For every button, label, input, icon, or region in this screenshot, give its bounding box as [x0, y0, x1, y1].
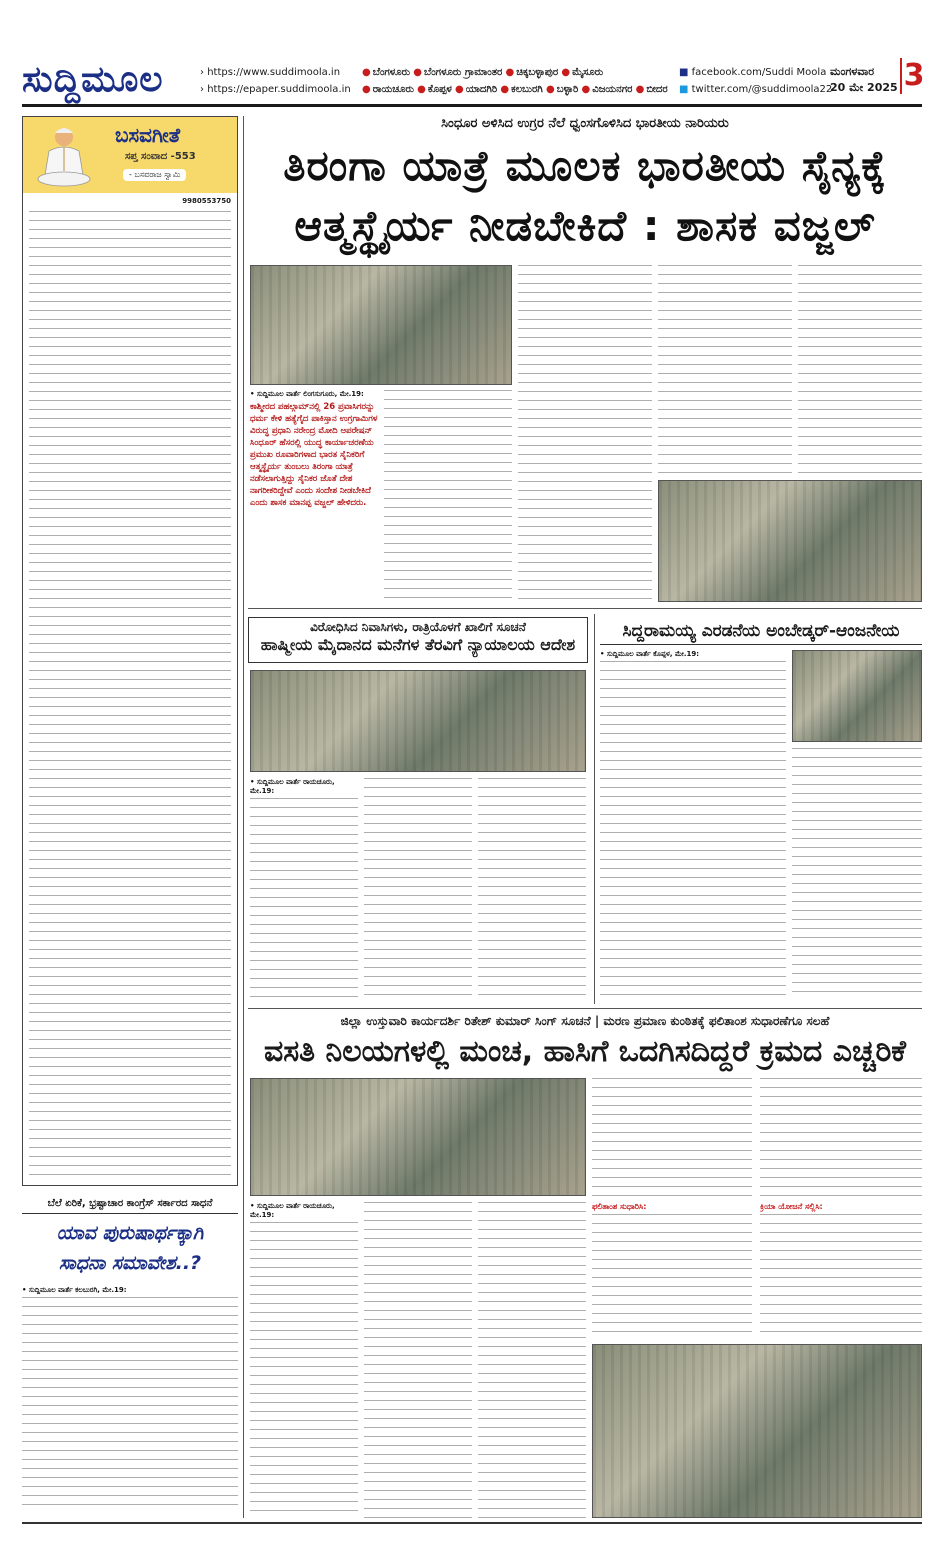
main-story-col-2 [384, 390, 512, 602]
lower-story-header [22, 1194, 238, 1278]
main-story-deck [250, 390, 378, 602]
facebook-icon: ■ [679, 67, 692, 78]
story-headline-2: ಸಾಧನಾ ಸಮಾವೇಶ..? [58, 1252, 202, 1274]
hostel-story-headline: ವಸತಿ ನಿಲಯಗಳಲ್ಲಿ ಮಂಚ, ಹಾಸಿಗೆ ಒದಗಿಸದಿದ್ದರೆ ಕ್ರಮದ ಎಚ್ಚರಿಕೆ [263, 1034, 907, 1069]
facebook-link[interactable]: facebook.com/Suddi Moola [691, 67, 827, 78]
edition-list [362, 64, 668, 98]
column-phone: 9980553750 [182, 197, 231, 205]
rally-photo [250, 265, 512, 385]
footer-rule [22, 1522, 922, 1524]
siddaramaiah-story-col-1 [600, 650, 786, 1000]
edition-row-1: ● ಬೆಂಗಳೂರು ● ಬೆಂಗಳೂರು ಗ್ರಾಮಾಂತರ ● ಚಿಕ್ಕಬಳ್ಳಾಪುರ ● ಮೈಸೂರು [362, 67, 604, 78]
twitter-icon: ■ [679, 84, 692, 95]
story-kicker: ಬೆಲೆ ಏರಿಕೆ, ಭ್ರಷ್ಟಾಚಾರ ಕಾಂಗ್ರೆಸ್ ಸರ್ಕಾರದ ಸಾಧನೆ [22, 1194, 238, 1214]
main-story-col-5 [798, 265, 922, 475]
main-story-headline [248, 136, 922, 256]
hostel-story-kicker: ಜಿಲ್ಲಾ ಉಸ್ತುವಾರಿ ಕಾರ್ಯದರ್ಶಿ ರಿತೇಶ್ ಕುಮಾರ್ ಸಿಂಗ್ ಸೂಚನೆ | ಮರಣ ಪ್ರಮಾಣ ಕುಂಠಿತಕ್ಕೆ ಫಲಿತಾಂಶ ಸುಧಾರಣೆಗೂ ಸಲಹೆ [340, 1014, 830, 1028]
main-story-col-4 [658, 265, 792, 475]
hostel-story-col-2 [364, 1202, 472, 1518]
court-story-col-1 [250, 778, 358, 1000]
left-column [22, 116, 238, 1518]
siddaramaiah-story-dateline: • ಸುದ್ದಿಮೂಲ ವಾರ್ತೆ ಕೊಪ್ಪಳ, ಮೇ.19: [600, 650, 700, 658]
story-dateline: • ಸುದ್ದಿಮೂಲ ವಾರ್ತೆ ಕಲಬುರಗಿ, ಮೇ.19: [22, 1286, 127, 1294]
meeting-photo [250, 1078, 586, 1196]
court-story-header [248, 617, 588, 663]
basavageethe-header [23, 117, 237, 193]
felicitation-photo [792, 650, 922, 742]
bullet-icon: ● [362, 84, 371, 95]
column-author: - ಬಸವರಾಜ ಸ್ವಾಮಿ [123, 169, 186, 181]
section-divider [248, 1008, 922, 1009]
issue-date [830, 64, 898, 96]
bullet-icon: ● [505, 67, 515, 78]
main-story-deck-text: ಕಾಶ್ಮೀರದ ಪಹಲ್ಗಾಮ್‌ನಲ್ಲಿ 26 ಪ್ರವಾಸಿಗರನ್ನು ಧರ್ಮ ಕೇಳಿ ಹತ್ಯೆಗೈದ ಪಾಕಿಸ್ತಾನ ಉಗ್ರಗಾಮಿಗಳ ವಿರುದ್ಧ ಪ್ರಧಾನಿ ನರೇಂದ್ರ ಮೋದಿ ಆಪರೇಷನ್ ಸಿಂಧೂರ್ ಹೆಸರಲ್ಲಿ ಯುದ್ಧ ಕಾರ್ಯಾಚರಣೆಯ ಪ್ರಮುಖ ರೂವಾರಿಗಳಾದ ಭಾರತ ಸೈನಿಕರಿಗೆ ಆತ್ಮಸ್ಥೈರ್ಯ ತುಂಬಲು ತಿರಂಗಾ ಯಾತ್ರೆ ನಡೆಸಲಾಗುತ್ತಿದ್ದು ಸೈನಿಕರ ಜೊತೆ ದೇಶ ನಾಗರೀಕರಿದ್ದೇವೆ ಎಂದು ಸಂದೇಶ ನೀಡಬೇಕಿದೆ ಎಂದು ಶಾಸಕ ಮಾನಪ್ಪ ವಜ್ಜಲ್ ಹೇಳಿದರು. [250, 402, 378, 508]
court-story-col-2 [364, 778, 472, 1000]
bullet-icon: ● [362, 67, 371, 78]
bullet-icon: ● [545, 84, 555, 95]
section-divider [248, 608, 922, 609]
siddaramaiah-story-col-2 [792, 748, 922, 1000]
twitter-link[interactable]: twitter.com/@suddimoola22 [691, 84, 833, 95]
bullet-icon: ● [581, 84, 591, 95]
court-story-headline: ಹಾಷ್ಮೀಯ ಮೈದಾನದ ಮನೆಗಳ ತೆರವಿಗೆ ನ್ಯಾಯಾಲಯ ಆದೇಶ [260, 635, 576, 654]
main-headline-line-2: ಆತ್ಮಸ್ಥೈರ್ಯ ನೀಡಬೇಕಿದೆ : ಶಾಸಕ ವಜ್ಜಲ್ [294, 201, 876, 250]
review-meeting-photo [592, 1344, 922, 1518]
column-title: ಬಸವಗೀತೆ [115, 123, 181, 147]
bullet-icon: ● [500, 84, 510, 95]
hostel-story-col-5 [760, 1078, 922, 1338]
bullet-icon: ● [454, 84, 464, 95]
weekday: ಮಂಗಳವಾರ [830, 65, 875, 78]
main-headline-line-1: ತಿರಂಗಾ ಯಾತ್ರೆ ಮೂಲಕ ಭಾರತೀಯ ಸೈನ್ಯಕ್ಕೆ [283, 141, 887, 190]
hostel-story-dateline: • ಸುದ್ದಿಮೂಲ ವಾರ್ತೆ ರಾಯಚೂರು, ಮೇ.19: [250, 1202, 335, 1219]
page-number: 3 [900, 58, 926, 94]
main-story-kicker: ಸಿಂಧೂರ ಅಳಿಸಿದ ಉಗ್ರರ ನೆಲೆ ಧ್ವಂಸಗೊಳಿಸಿದ ಭಾರತೀಯ ನಾರಿಯರು [441, 116, 729, 131]
hostel-story-col-3 [478, 1202, 586, 1518]
website-links [200, 64, 351, 98]
court-story-col-3 [478, 778, 586, 1000]
epaper-url[interactable]: › https://epaper.suddimoola.in [200, 81, 351, 98]
story-headline-1: ಯಾವ ಪುರುಷಾರ್ಥಕ್ಕಾಗಿ [56, 1222, 204, 1244]
social-links [679, 64, 832, 98]
column-divider [594, 614, 595, 1004]
main-story-dateline: • ಸುದ್ದಿಮೂಲ ವಾರ್ತೆ ಲಿಂಗಸುಗೂರು, ಮೇ.19: [250, 390, 364, 398]
column-body-text [29, 211, 231, 1179]
newspaper-logo: ಸುದ್ದಿಮೂಲ [22, 58, 164, 100]
masthead [22, 58, 925, 104]
bullet-icon: ● [561, 67, 571, 78]
bullet-icon: ● [635, 84, 645, 95]
soldiers-photo [658, 480, 922, 602]
edition-row-2: ● ರಾಯಚೂರು ● ಕೊಪ್ಪಳ ● ಯಾದಗಿರಿ ● ಕಲಬುರಗಿ ● ಬಳ್ಳಾರಿ ● ವಿಜಯನಗರ ● ಬೀದರ [362, 84, 668, 95]
masthead-rule [22, 104, 922, 107]
court-story-dateline: • ಸುದ್ದಿಮೂಲ ವಾರ್ತೆ ರಾಯಚೂರು, ಮೇ.19: [250, 778, 335, 795]
column-serial: ಸಪ್ತ ಸಂವಾದ -553 [125, 151, 196, 162]
main-story-col-3 [518, 265, 652, 602]
lower-story-body [22, 1286, 238, 1514]
hostel-subhead-1: ಫಲಿತಾಂಶ ಸುಧಾರಿಸಿ: [592, 1202, 647, 1211]
hostel-subhead-2: ಕ್ರಿಯಾ ಯೋಜನೆ ಸಲ್ಲಿಸಿ: [760, 1202, 823, 1211]
siddaramaiah-story-headline: ಸಿದ್ದರಾಮಯ್ಯ ಎರಡನೆಯ ಅಂಬೇಡ್ಕರ್-ಆಂಜನೇಯ [600, 617, 922, 645]
saint-figure-icon [29, 121, 99, 191]
bullet-icon: ● [413, 67, 423, 78]
residents-photo [250, 670, 586, 772]
column-divider [243, 116, 244, 1518]
hostel-story-col-1 [250, 1202, 358, 1518]
date-text: 20 ಮೇ 2025 [830, 81, 898, 94]
bullet-icon: ● [417, 84, 426, 95]
court-story-kicker: ವಿರೋಧಿಸಿದ ನಿವಾಸಿಗಳು, ರಾತ್ರಿಯೊಳಗೆ ಖಾಲಿಗೆ ಸೂಚನೆ [310, 620, 526, 634]
website-url[interactable]: › https://www.suddimoola.in [200, 64, 351, 81]
hostel-story-col-4 [592, 1078, 752, 1338]
basavageethe-column [22, 116, 238, 1186]
